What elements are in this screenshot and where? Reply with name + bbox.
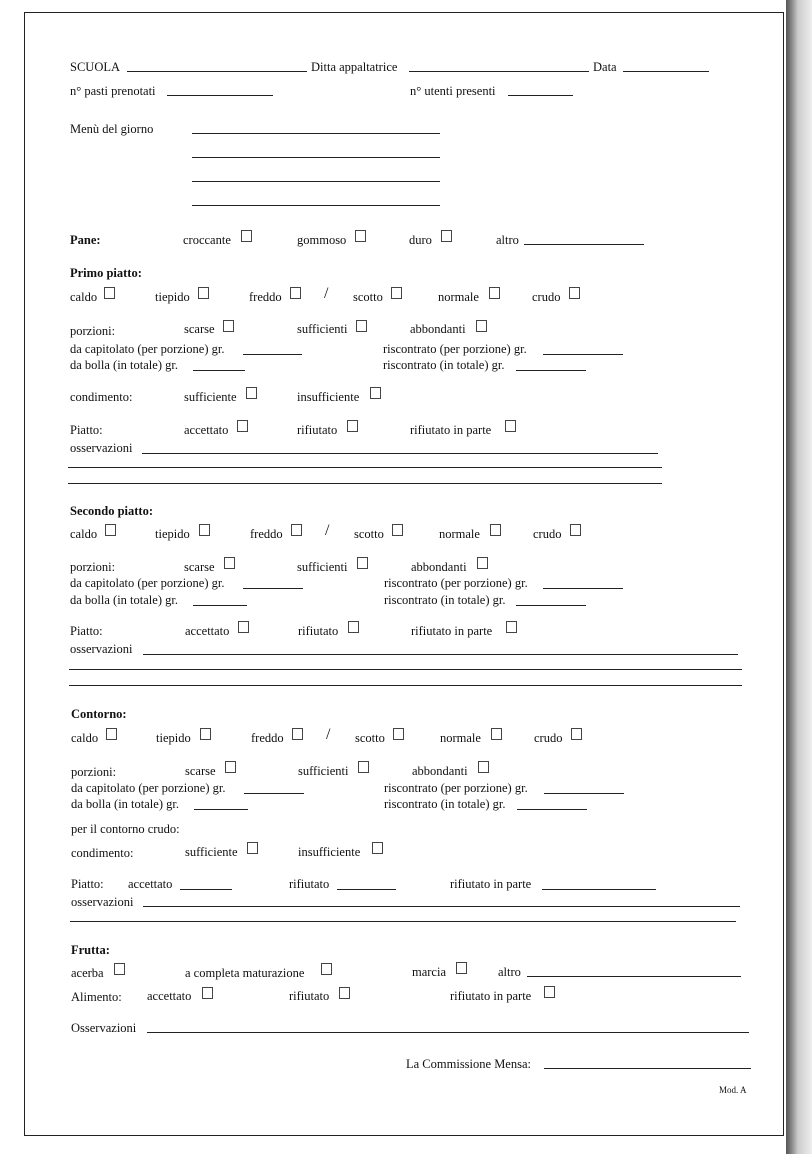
menu-line-1[interactable] xyxy=(192,133,440,134)
primo-bolla-field[interactable] xyxy=(193,370,245,371)
primo-freddo-label: freddo xyxy=(249,290,282,304)
primo-rifiutato-parte-checkbox[interactable] xyxy=(505,420,516,432)
primo-condimento-label: condimento: xyxy=(70,390,133,404)
secondo-crudo-checkbox[interactable] xyxy=(570,524,581,536)
contorno-title: Contorno: xyxy=(71,707,127,721)
menu-label: Menù del giorno xyxy=(70,122,154,136)
contorno-porzioni-label: porzioni: xyxy=(71,765,117,779)
frutta-matura-label: a completa maturazione xyxy=(185,966,305,980)
contorno-rifiutato-parte-field[interactable] xyxy=(542,889,656,890)
primo-caldo-checkbox[interactable] xyxy=(104,287,115,299)
secondo-riscontrato-porz-field[interactable] xyxy=(543,588,623,589)
ditta-label: Ditta appaltatrice xyxy=(311,60,398,74)
secondo-crudo-label: crudo xyxy=(533,527,562,541)
pane-gommoso-checkbox[interactable] xyxy=(355,230,366,242)
secondo-rifiutato-label: rifiutato xyxy=(298,624,339,638)
contorno-crudo-note: per il contorno crudo: xyxy=(71,822,180,836)
primo-osservazioni-line-3[interactable] xyxy=(68,483,662,484)
secondo-sufficienti-checkbox[interactable] xyxy=(357,557,368,569)
alimento-accettato-checkbox[interactable] xyxy=(202,987,213,999)
secondo-abbondanti-checkbox[interactable] xyxy=(477,557,488,569)
secondo-scotto-checkbox[interactable] xyxy=(392,524,403,536)
contorno-cond-insufficiente-label: insufficiente xyxy=(298,845,361,859)
ditta-field[interactable] xyxy=(409,71,589,72)
contorno-rifiutato-field[interactable] xyxy=(337,889,396,890)
frutta-marcia-label: marcia xyxy=(412,965,447,979)
contorno-osservazioni-label: osservazioni xyxy=(71,895,134,909)
primo-capitolato-field[interactable] xyxy=(243,354,302,355)
primo-title: Primo piatto: xyxy=(70,266,142,280)
pane-title: Pane: xyxy=(70,233,101,247)
primo-osservazioni-line-1[interactable] xyxy=(142,453,658,454)
primo-crudo-label: crudo xyxy=(532,290,561,304)
secondo-osservazioni-line-2[interactable] xyxy=(69,669,742,670)
alimento-rifiutato-label: rifiutato xyxy=(289,989,330,1003)
contorno-normale-checkbox[interactable] xyxy=(491,728,502,740)
primo-scarse-checkbox[interactable] xyxy=(223,320,234,332)
data-field[interactable] xyxy=(623,71,709,72)
osservazioni-finali-field[interactable] xyxy=(147,1032,749,1033)
primo-crudo-checkbox[interactable] xyxy=(569,287,580,299)
primo-normale-label: normale xyxy=(438,290,479,304)
contorno-abbondanti-label: abbondanti xyxy=(412,764,468,778)
contorno-bolla-field[interactable] xyxy=(194,809,248,810)
primo-cond-sufficiente-checkbox[interactable] xyxy=(246,387,257,399)
frutta-marcia-checkbox[interactable] xyxy=(456,962,467,974)
menu-line-4[interactable] xyxy=(192,205,440,206)
contorno-rifiutato-label: rifiutato xyxy=(289,877,330,891)
secondo-slash: / xyxy=(325,522,330,539)
contorno-scarse-checkbox[interactable] xyxy=(225,761,236,773)
scan-edge-shadow xyxy=(786,0,812,1154)
primo-bolla-label: da bolla (in totale) gr. xyxy=(70,358,178,372)
secondo-scarse-label: scarse xyxy=(184,560,215,574)
secondo-caldo-label: caldo xyxy=(70,527,98,541)
primo-porzioni-label: porzioni: xyxy=(70,324,116,338)
frutta-title: Frutta: xyxy=(71,943,110,957)
primo-cond-insufficiente-checkbox[interactable] xyxy=(370,387,381,399)
osservazioni-finali-label: Osservazioni xyxy=(71,1021,137,1035)
primo-cond-sufficiente-label: sufficiente xyxy=(184,390,237,404)
contorno-scotto-label: scotto xyxy=(355,731,385,745)
pane-croccante-label: croccante xyxy=(183,233,231,247)
contorno-accettato-field[interactable] xyxy=(180,889,232,890)
frutta-altro-field[interactable] xyxy=(527,976,741,977)
contorno-cond-sufficiente-label: sufficiente xyxy=(185,845,238,859)
pasti-field[interactable] xyxy=(167,95,273,96)
contorno-tiepido-label: tiepido xyxy=(156,731,191,745)
contorno-scotto-checkbox[interactable] xyxy=(393,728,404,740)
pane-altro-label: altro xyxy=(496,233,519,247)
primo-rifiutato-checkbox[interactable] xyxy=(347,420,358,432)
primo-piatto-label: Piatto: xyxy=(70,423,103,437)
secondo-capitolato-field[interactable] xyxy=(243,588,303,589)
secondo-scarse-checkbox[interactable] xyxy=(224,557,235,569)
contorno-cond-sufficiente-checkbox[interactable] xyxy=(247,842,258,854)
contorno-scarse-label: scarse xyxy=(185,764,216,778)
primo-capitolato-label: da capitolato (per porzione) gr. xyxy=(70,342,225,356)
primo-sufficienti-checkbox[interactable] xyxy=(356,320,367,332)
contorno-accettato-label: accettato xyxy=(128,877,173,891)
contorno-piatto-label: Piatto: xyxy=(71,877,104,891)
primo-osservazioni-line-2[interactable] xyxy=(68,467,662,468)
contorno-riscontrato-tot-field[interactable] xyxy=(517,809,587,810)
contorno-crudo-checkbox[interactable] xyxy=(571,728,582,740)
secondo-freddo-label: freddo xyxy=(250,527,283,541)
secondo-scotto-label: scotto xyxy=(354,527,384,541)
frutta-matura-checkbox[interactable] xyxy=(321,963,332,975)
primo-riscontrato-porz-label: riscontrato (per porzione) gr. xyxy=(383,342,527,356)
pane-duro-label: duro xyxy=(409,233,432,247)
contorno-sufficienti-checkbox[interactable] xyxy=(358,761,369,773)
frutta-acerba-label: acerba xyxy=(71,966,104,980)
menu-line-3[interactable] xyxy=(192,181,440,182)
pane-duro-checkbox[interactable] xyxy=(441,230,452,242)
primo-rifiutato-label: rifiutato xyxy=(297,423,338,437)
primo-normale-checkbox[interactable] xyxy=(489,287,500,299)
secondo-normale-label: normale xyxy=(439,527,480,541)
alimento-accettato-label: accettato xyxy=(147,989,192,1003)
primo-slash: / xyxy=(324,285,329,302)
pasti-label: n° pasti prenotati xyxy=(70,84,156,98)
primo-riscontrato-tot-field[interactable] xyxy=(516,370,586,371)
contorno-capitolato-field[interactable] xyxy=(244,793,304,794)
alimento-rifiutato-parte-label: rifiutato in parte xyxy=(450,989,532,1003)
contorno-rifiutato-parte-label: rifiutato in parte xyxy=(450,877,532,891)
data-label: Data xyxy=(593,60,617,74)
secondo-normale-checkbox[interactable] xyxy=(490,524,501,536)
utenti-field[interactable] xyxy=(508,95,573,96)
primo-caldo-label: caldo xyxy=(70,290,98,304)
secondo-abbondanti-label: abbondanti xyxy=(411,560,467,574)
secondo-riscontrato-tot-field[interactable] xyxy=(516,605,586,606)
secondo-bolla-field[interactable] xyxy=(193,605,247,606)
contorno-cond-insufficiente-checkbox[interactable] xyxy=(372,842,383,854)
primo-scotto-checkbox[interactable] xyxy=(391,287,402,299)
contorno-caldo-checkbox[interactable] xyxy=(106,728,117,740)
primo-tiepido-label: tiepido xyxy=(155,290,190,304)
alimento-rifiutato-parte-checkbox[interactable] xyxy=(544,986,555,998)
secondo-osservazioni-line-1[interactable] xyxy=(143,654,738,655)
primo-cond-insufficiente-label: insufficiente xyxy=(297,390,360,404)
secondo-riscontrato-porz-label: riscontrato (per porzione) gr. xyxy=(384,576,528,590)
contorno-normale-label: normale xyxy=(440,731,481,745)
pane-croccante-checkbox[interactable] xyxy=(241,230,252,242)
secondo-rifiutato-parte-label: rifiutato in parte xyxy=(411,624,493,638)
contorno-riscontrato-tot-label: riscontrato (in totale) gr. xyxy=(384,797,506,811)
primo-tiepido-checkbox[interactable] xyxy=(198,287,209,299)
contorno-riscontrato-porz-label: riscontrato (per porzione) gr. xyxy=(384,781,528,795)
secondo-porzioni-label: porzioni: xyxy=(70,560,116,574)
menu-line-2[interactable] xyxy=(192,157,440,158)
contorno-slash: / xyxy=(326,726,331,743)
primo-freddo-checkbox[interactable] xyxy=(290,287,301,299)
alimento-label: Alimento: xyxy=(71,990,122,1004)
pane-altro-field[interactable] xyxy=(524,244,644,245)
primo-scotto-label: scotto xyxy=(353,290,383,304)
primo-scarse-label: scarse xyxy=(184,322,215,336)
primo-accettato-label: accettato xyxy=(184,423,229,437)
secondo-piatto-label: Piatto: xyxy=(70,624,103,638)
primo-rifiutato-parte-label: rifiutato in parte xyxy=(410,423,492,437)
mod-label: Mod. A xyxy=(719,1085,747,1095)
contorno-osservazioni-line-1[interactable] xyxy=(143,906,740,907)
frutta-altro-label: altro xyxy=(498,965,521,979)
primo-sufficienti-label: sufficienti xyxy=(297,322,348,336)
secondo-osservazioni-line-3[interactable] xyxy=(69,685,742,686)
commissione-signature-field[interactable] xyxy=(544,1068,751,1069)
secondo-osservazioni-label: osservazioni xyxy=(70,642,133,656)
utenti-label: n° utenti presenti xyxy=(410,84,496,98)
contorno-osservazioni-line-2[interactable] xyxy=(70,921,736,922)
secondo-capitolato-label: da capitolato (per porzione) gr. xyxy=(70,576,225,590)
contorno-sufficienti-label: sufficienti xyxy=(298,764,349,778)
scuola-label: SCUOLA xyxy=(70,60,121,74)
contorno-crudo-label: crudo xyxy=(534,731,563,745)
secondo-accettato-checkbox[interactable] xyxy=(238,621,249,633)
secondo-freddo-checkbox[interactable] xyxy=(291,524,302,536)
secondo-bolla-label: da bolla (in totale) gr. xyxy=(70,593,178,607)
contorno-tiepido-checkbox[interactable] xyxy=(200,728,211,740)
contorno-condimento-label: condimento: xyxy=(71,846,134,860)
secondo-tiepido-label: tiepido xyxy=(155,527,190,541)
secondo-rifiutato-checkbox[interactable] xyxy=(348,621,359,633)
secondo-accettato-label: accettato xyxy=(185,624,230,638)
alimento-rifiutato-checkbox[interactable] xyxy=(339,987,350,999)
contorno-caldo-label: caldo xyxy=(71,731,99,745)
primo-riscontrato-porz-field[interactable] xyxy=(543,354,623,355)
primo-riscontrato-tot-label: riscontrato (in totale) gr. xyxy=(383,358,505,372)
secondo-riscontrato-tot-label: riscontrato (in totale) gr. xyxy=(384,593,506,607)
scuola-field[interactable] xyxy=(127,71,307,72)
pane-gommoso-label: gommoso xyxy=(297,233,347,247)
contorno-freddo-label: freddo xyxy=(251,731,284,745)
commissione-label: La Commissione Mensa: xyxy=(406,1057,531,1071)
primo-accettato-checkbox[interactable] xyxy=(237,420,248,432)
secondo-title: Secondo piatto: xyxy=(70,504,153,518)
contorno-bolla-label: da bolla (in totale) gr. xyxy=(71,797,179,811)
frutta-acerba-checkbox[interactable] xyxy=(114,963,125,975)
primo-osservazioni-label: osservazioni xyxy=(70,441,133,455)
secondo-tiepido-checkbox[interactable] xyxy=(199,524,210,536)
primo-abbondanti-label: abbondanti xyxy=(410,322,466,336)
contorno-riscontrato-porz-field[interactable] xyxy=(544,793,624,794)
secondo-sufficienti-label: sufficienti xyxy=(297,560,348,574)
primo-abbondanti-checkbox[interactable] xyxy=(476,320,487,332)
secondo-rifiutato-parte-checkbox[interactable] xyxy=(506,621,517,633)
contorno-abbondanti-checkbox[interactable] xyxy=(478,761,489,773)
contorno-capitolato-label: da capitolato (per porzione) gr. xyxy=(71,781,226,795)
secondo-caldo-checkbox[interactable] xyxy=(105,524,116,536)
contorno-freddo-checkbox[interactable] xyxy=(292,728,303,740)
